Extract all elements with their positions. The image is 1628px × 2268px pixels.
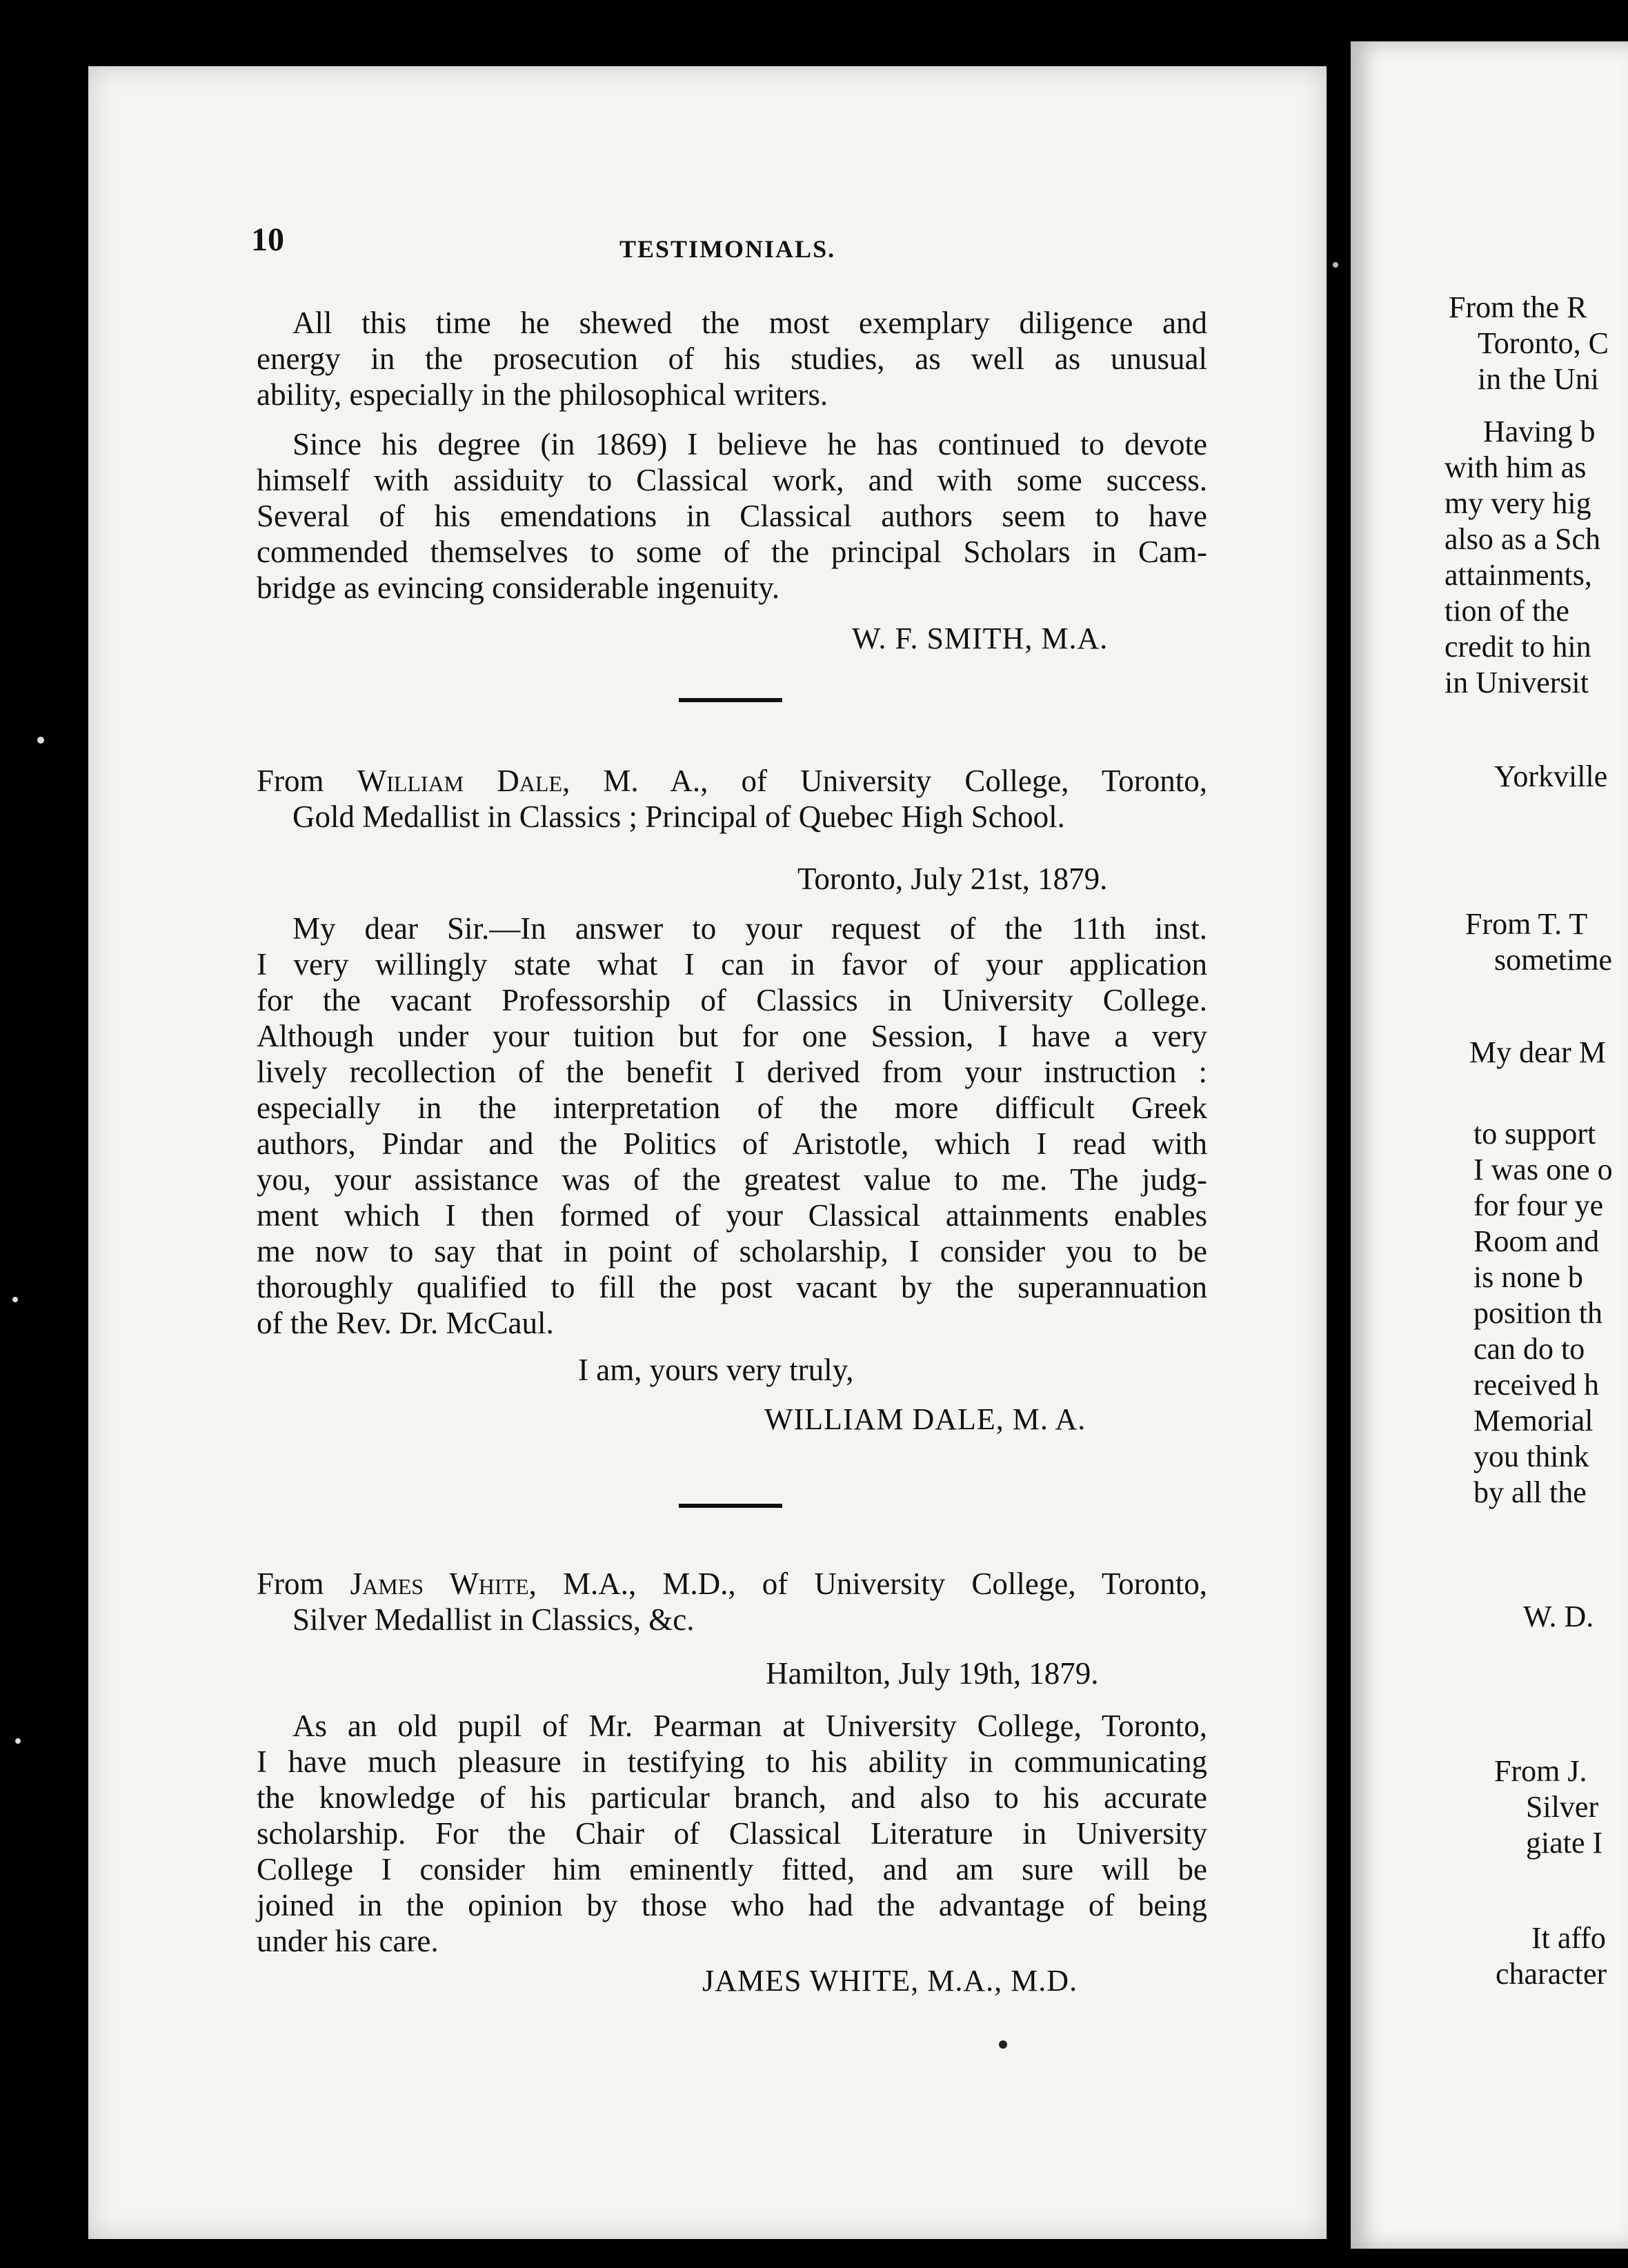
white-letter-body	[257, 1708, 1207, 1959]
text-line: in the Uni	[1478, 362, 1599, 396]
text-line: especially in the interpretation of the more difficult Greek	[257, 1091, 1207, 1125]
text-line: the knowledge of his particular branch, and also to his accurate	[257, 1780, 1207, 1815]
text-line: As an old pupil of Mr. Pearman at University College, Toronto,	[292, 1709, 1207, 1743]
dale-from-heading	[257, 763, 1207, 835]
author-name: James White	[350, 1566, 529, 1601]
text-line: commended themselves to some of the principal Scholars in Cam-	[257, 535, 1207, 569]
text-line: Memorial	[1473, 1404, 1594, 1438]
text-line: in Universit	[1445, 666, 1589, 699]
text-line: sometime	[1494, 943, 1613, 977]
white-signature: JAMES WHITE, M.A., M.D.	[702, 1964, 1078, 1998]
ink-dot	[999, 2040, 1007, 2049]
text-line: I was one o	[1473, 1153, 1613, 1186]
text-line: under his care.	[257, 1924, 439, 1958]
text-line: bridge as evincing considerable ingenuity.	[257, 570, 780, 605]
text-line: received h	[1473, 1368, 1599, 1402]
text-line: authors, Pindar and the Politics of Aristotle, which I read with	[257, 1126, 1207, 1161]
page-number: 10	[251, 221, 284, 258]
text-line: by all the	[1473, 1475, 1587, 1509]
text-line: lively recollection of the benefit I derived from your instruction :	[257, 1055, 1207, 1089]
text-line: with him as	[1445, 450, 1587, 484]
text-line: giate I	[1526, 1826, 1603, 1860]
text-line: Although under your tuition but for one Session, I have a very	[257, 1019, 1207, 1053]
section-divider	[679, 698, 782, 702]
smith-signature: W. F. SMITH, M.A.	[852, 621, 1109, 655]
right-block-4	[1473, 1116, 1613, 1511]
right-salutation	[1469, 1035, 1606, 1071]
text-line: also as a Sch	[1445, 522, 1601, 556]
right-signature	[1523, 1599, 1594, 1635]
text-line: you think	[1473, 1440, 1589, 1473]
text-line: character	[1496, 1957, 1607, 1991]
text-line: From the R	[1449, 290, 1587, 324]
text-line: of the Rev. Dr. McCaul.	[257, 1306, 554, 1340]
right-block-3	[1465, 906, 1612, 978]
right-block-5	[1494, 1753, 1602, 1861]
text-line: I very willingly state what I can in favor of your application	[257, 947, 1207, 982]
text-line: is none b	[1473, 1260, 1583, 1294]
smith-paragraph-1	[257, 305, 1207, 412]
text-line: Having b	[1483, 415, 1596, 448]
text-line: Toronto, C	[1478, 326, 1609, 360]
right-block-2	[1445, 414, 1600, 701]
dale-closing: I am, yours very truly,	[578, 1353, 854, 1387]
scan-speck	[15, 1738, 21, 1744]
author-name: William Dale	[357, 764, 562, 798]
author-credentials: , M.A., M.D., of University College, Toronto,	[528, 1566, 1207, 1601]
right-block-1	[1449, 290, 1609, 397]
section-divider	[679, 1504, 782, 1508]
text-line: himself with assiduity to Classical work, and with some success.	[257, 463, 1207, 497]
text-line: for the vacant Professorship of Classics in University College.	[257, 983, 1207, 1017]
text-line: Room and	[1473, 1224, 1600, 1258]
text-line: From T. T	[1465, 907, 1588, 941]
text-line: my very hig	[1445, 486, 1591, 520]
text-line: me now to say that in point of scholarship, I consider you to be	[257, 1234, 1207, 1269]
white-from-heading	[257, 1566, 1207, 1638]
right-place	[1494, 759, 1607, 795]
text-line: It affo	[1531, 1921, 1606, 1955]
text-line: I have much pleasure in testifying to his ability in communicating	[257, 1744, 1207, 1779]
text-line: Several of his emendations in Classical authors seem to have	[257, 499, 1207, 533]
text-line: you, your assistance was of the greatest value to me. The judg-	[257, 1162, 1207, 1197]
text-line: Silver	[1526, 1790, 1599, 1824]
running-title: TESTIMONIALS.	[619, 235, 836, 263]
text-line: From J.	[1494, 1754, 1587, 1788]
text-line: All this time he shewed the most exemplary diligence and	[292, 306, 1207, 340]
text-line: attainments,	[1445, 558, 1592, 592]
scan-speck	[37, 737, 44, 744]
text-line: W. D.	[1523, 1600, 1594, 1633]
dale-date: Toronto, July 21st, 1879.	[797, 862, 1108, 896]
text-line: for four ye	[1473, 1188, 1604, 1222]
text-line: Silver Medallist in Classics, &c.	[292, 1602, 695, 1637]
text-line: My dear Sir.—In answer to your request of the 11th inst.	[292, 911, 1207, 946]
text-line: ment which I then formed of your Classical attainments enables	[257, 1198, 1207, 1233]
dale-signature: WILLIAM DALE, M. A.	[764, 1402, 1086, 1436]
from-prefix: From	[257, 1566, 350, 1601]
text-line: Gold Medallist in Classics ; Principal of Quebec High School.	[292, 799, 1065, 834]
smith-paragraph-2	[257, 426, 1207, 606]
text-line: thoroughly qualified to fill the post vacant by the superannuation	[257, 1270, 1207, 1304]
text-line: joined in the opinion by those who had the advantage of being	[257, 1888, 1207, 1922]
text-line: can do to	[1473, 1332, 1585, 1366]
right-block-6	[1496, 1920, 1607, 1992]
text-line: position th	[1473, 1296, 1603, 1330]
text-line: My dear M	[1469, 1035, 1606, 1069]
text-line: Since his degree (in 1869) I believe he has continued to devote	[292, 427, 1207, 461]
from-prefix: From	[257, 764, 357, 798]
author-credentials: , M. A., of University College, Toronto,	[562, 764, 1207, 798]
text-line: credit to hin	[1445, 630, 1591, 664]
text-line: Yorkville	[1494, 759, 1608, 793]
text-line: scholarship. For the Chair of Classical Literature in University	[257, 1816, 1207, 1851]
text-line: energy in the prosecution of his studies, as well as unusual	[257, 341, 1207, 376]
scan-speck	[1333, 262, 1338, 268]
text-line: to support	[1473, 1117, 1596, 1151]
white-date: Hamilton, July 19th, 1879.	[766, 1656, 1099, 1691]
text-line: College I consider him eminently fitted, and am sure will be	[257, 1852, 1207, 1887]
text-line: ability, especially in the philosophical writers.	[257, 377, 828, 412]
text-line: tion of the	[1445, 594, 1569, 628]
scan-speck	[12, 1297, 18, 1302]
dale-letter-body	[257, 911, 1207, 1341]
